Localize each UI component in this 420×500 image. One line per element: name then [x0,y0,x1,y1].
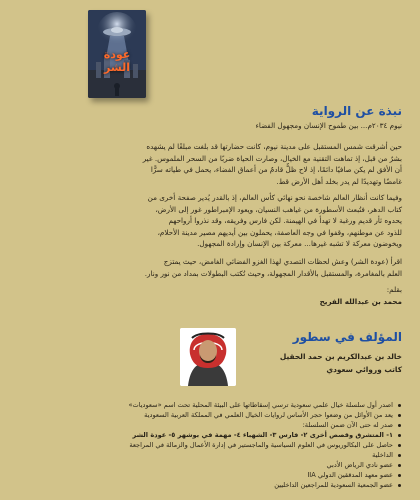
author-bullets [14,400,402,490]
signer-name: محمد بن عبدالله الفريح [319,297,402,306]
synopsis-tagline: نيوم ٢٠٣٤م... بين طموح الإنسان ومجهول الفضاء [255,121,402,130]
author-name: خالد بن عبدالكريم بن حمد الحقيل [279,352,402,361]
list-item: صدر له حتى الآن ضمن السلسلة: [14,420,402,430]
list-item: يعد من الأوائل من وضعوا حجر الأساس لروايات الخيال العلمي في المملكة العربية السعودية [14,410,402,420]
list-item: الداخلية [14,450,402,460]
author-role: كاتب وروائي سعودي [326,365,402,374]
synopsis-paragraph-1 [16,141,402,187]
list-item: اصدر أول سلسلة خيال علمي سعودية ترسي إسقاطاتها على البيئة المحلية تحت اسم «سعوديات» [14,400,402,410]
author-photo [180,328,236,386]
book-cover [88,10,146,98]
list-item: عضو الجمعية السعودية للمراجعين الداخليين [14,480,402,490]
text-line: العلم بالمغامرة، والمستقبل بالأقدار المجهولة، وحيث تُكتب البطولات بمداد من نور ونار. [144,268,402,278]
author-heading: المؤلف في سطور [292,330,402,344]
list-item: حاصل على البكالوريوس في العلوم السياسية والماجستير في إدارة الأعمال والزمالة في المراجعة [14,440,402,450]
text-line: ويخوضون معركة لا تشبه غيرها... معركة بين الإنسان وإرادة المجهول. [197,239,402,249]
synopsis-paragraph-3 [16,256,402,279]
list-item-works: ١- المتشرق وقصص أخرى ٢- فارس ٣- الشهباء ٤- مهمة في بوشهر ٥- عودة الشر [14,430,402,440]
text-line: وفيما كانت أنظار العالم شاخصة نحو نهائي كأس العالم، إذ بالقدر يُدير صفحة أخرى من [147,193,402,202]
text-line: كتاب الدهر، فتُبعث الأسطورة من غياهب النسيان، ويعود الإمبراطور غور إلى الأرض، [155,204,402,214]
cover-title: عودة الشر [103,48,131,74]
author-portrait-icon [180,328,236,386]
signoff-label: بقلم: [386,285,402,294]
synopsis-heading: نبذة عن الرواية [311,104,402,118]
list-item: عضو نادي الرياض الأدبي [14,460,402,470]
text-line: يحدوه ثأر قديم ورغبة لا تهدأ في الهيمنة. لكن فارس وفريقه، وقد نذروا أرواحهم [168,216,402,226]
text-line: اقرأ (عودة الشر) وعش لحظات التصدي لهذا الغزو الفضائي الغامض، حيث يمتزج [163,257,402,266]
text-line: أن الأفق لم يكن صافيًا دائمًا، إذ لاح ظلٌّ قادمٌ من أعماق الفضاء، يحمل في طياته سرًّا [150,165,402,175]
list-item: عضو معهد المدققين الدولي IIA [14,470,402,480]
text-line: غامضًا وتهديدًا لم يدر بخلد أهل الأرض قط. [276,176,402,186]
text-line: بشرٌ من قبل، إذ تماهت التقنية مع الخيال، وصارت الحياة ضربًا من السحر الملموس. غير [142,153,402,163]
text-line: حين أشرقت شمس المستقبل على مدينة نيوم، كانت حضارتها قد بلغت مبلغًا لم يشهده [146,142,402,151]
synopsis-paragraph-2 [16,192,402,250]
text-line: للذود عن موطنهم، وقفوا في وجه العاصفة، يحملون بين أيديهم مصير مدينة الأحلام، [157,227,402,237]
